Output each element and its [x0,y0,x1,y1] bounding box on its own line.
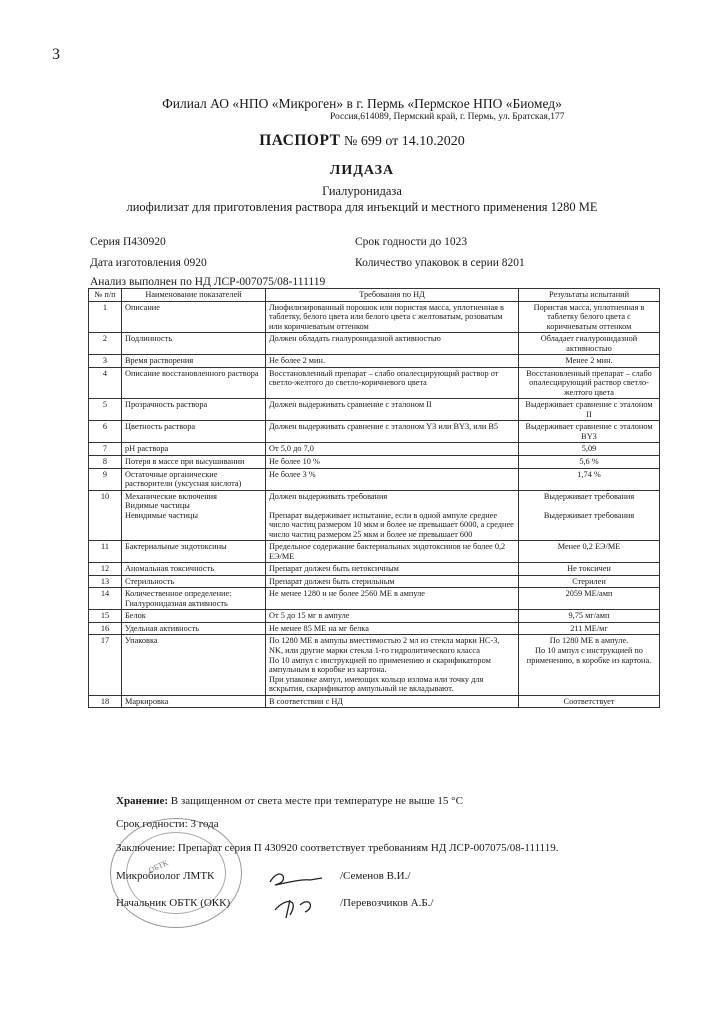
analysis-basis: Анализ выполнен по НД ЛСР-007075/08-111119 [90,276,326,288]
table-row [89,468,660,490]
row-number: 5 [89,399,122,421]
row-number: 16 [89,622,122,635]
row-requirement: Не менее 1280 и не более 2560 МЕ в ампуле [266,588,519,610]
table-row [89,490,660,541]
row-parameter: Белок [122,610,266,623]
row-number: 3 [89,355,122,368]
row-result: 211 МЕ/мг [519,622,660,635]
row-number: 10 [89,490,122,541]
row-requirement: Препарат должен быть стерильным [266,575,519,588]
row-result: Менее 0,2 ЕЭ/МЕ [519,541,660,563]
row-result: По 1280 МЕ в ампуле. По 10 ампул с инструкцией по применению, в коробке из картона. [519,635,660,695]
page-corner-mark: 3 [52,46,60,63]
signatures-image [260,860,335,920]
row-number: 17 [89,635,122,695]
row-parameter: Описание [122,301,266,333]
row-parameter: Количественное определение: Гиалуронидазная активность [122,588,266,610]
conclusion-label: Заключение: [116,842,176,854]
row-result: Выдерживает требования Выдерживает требования [519,490,660,541]
col-result-header: Результаты испытаний [519,289,660,302]
row-requirement: Лиофилизированный порошок или пористая масса, уплотненная в таблетку, белого цвета или белого цвета с желтоватым, розоватым или коричневатым оттенком [266,301,519,333]
table-row [89,421,660,443]
test-results-table [88,288,660,708]
col-requirement-header: Требования по НД [266,289,519,302]
official-stamp-text: ОБТК [147,858,170,875]
row-parameter: Цветность раствора [122,421,266,443]
row-number: 9 [89,468,122,490]
row-result: Обладает гиалуронидазной активностью [519,333,660,355]
row-result: 1,74 % [519,468,660,490]
row-result: Соответствует [519,695,660,708]
signer-name-2: /Перевозчиков А.Б./ [340,897,434,909]
row-result: Не токсичен [519,563,660,576]
row-number: 8 [89,455,122,468]
row-parameter: Остаточные органические растворители (уксусная кислота) [122,468,266,490]
table-row [89,695,660,708]
row-number: 6 [89,421,122,443]
row-result: Выдерживает сравнение с эталоном BY3 [519,421,660,443]
row-result: 5,09 [519,443,660,456]
row-requirement: Восстановленный препарат – слабо опалесцирующий раствор от светло-желтого до светло-коричневого цвета [266,367,519,399]
row-number: 14 [89,588,122,610]
signer-name-1: /Семенов В.И./ [340,870,411,882]
table-row [89,443,660,456]
row-requirement: Не менее 85 МЕ на мг белка [266,622,519,635]
row-requirement: Должен выдерживать требования Препарат выдерживает испытание, если в одной ампуле среднее число частиц размером 10 мкм и более не превышает 6000, а среднее число частиц размером 25 мкм и более не превышает 600 [266,490,519,541]
organization-name: Филиал АО «НПО «Микроген» в г. Пермь «Пермское НПО «Биомед» [162,96,562,111]
manufacture-date-field: Дата изготовления 0920 [90,257,207,269]
table-row [89,455,660,468]
official-stamp-inner-ring [126,832,226,914]
package-count-field: Количество упаковок в серии 8201 [355,257,525,269]
conclusion-text: Препарат серия П 430920 соответствует требованиям НД ЛСР-007075/08-111119. [177,842,559,854]
row-number: 15 [89,610,122,623]
row-requirement: Должен выдерживать сравнение с эталоном Y3 или BY3, или B5 [266,421,519,443]
table-row [89,541,660,563]
row-requirement: По 1280 МЕ в ампулы вместимостью 2 мл из стекла марки НС-3, NK, или другие марки стекла 1-го гидролитического класса По 10 ампул с инструкцией по применению и скарификатором ампульным в коробке из картона. При упаковке ампул, имеющих кольцо излома или точку для вскрытия, скарификатор ампульный не вкладывают. [266,635,519,695]
table-row [89,563,660,576]
organization-address: Россия,614089, Пермский край, г. Пермь, ул. Братская,177 [330,112,565,122]
row-result: Восстановленный препарат – слабо опалесцирующий раствор светло-желтого цвета [519,367,660,399]
row-parameter: Бактериальные эндотоксины [122,541,266,563]
row-requirement: Предельное содержание бактериальных эндотоксинов не более 0,2 ЕЭ/МЕ [266,541,519,563]
table-row [89,399,660,421]
row-number: 13 [89,575,122,588]
signer-role-2: Начальник ОБТК (ОКК) [116,897,231,909]
product-inn: Гиалуронидаза [322,184,402,198]
product-name: ЛИДАЗА [329,163,395,178]
table-row [89,635,660,695]
row-number: 2 [89,333,122,355]
row-result: 2059 МЕ/амп [519,588,660,610]
passport-label: ПАСПОРТ [259,132,341,149]
row-parameter: Время растворения [122,355,266,368]
row-number: 4 [89,367,122,399]
row-number: 18 [89,695,122,708]
row-parameter: Подлинность [122,333,266,355]
row-parameter: Удельная активность [122,622,266,635]
row-number: 12 [89,563,122,576]
row-result: Стерилен [519,575,660,588]
row-requirement: Должен обладать гиалуронидазной активностью [266,333,519,355]
row-parameter: Маркировка [122,695,266,708]
table-row [89,301,660,333]
row-result: 9,75 мг/амп [519,610,660,623]
row-parameter: Описание восстановленного раствора [122,367,266,399]
table-row [89,622,660,635]
row-requirement: Не более 3 % [266,468,519,490]
table-row [89,355,660,368]
row-number: 1 [89,301,122,333]
row-requirement: Должен выдерживать сравнение с эталоном II [266,399,519,421]
row-requirement: В соответствии с НД [266,695,519,708]
row-parameter: Упаковка [122,635,266,695]
passport-number: № 699 от 14.10.2020 [343,134,465,149]
table-header-row [89,289,660,302]
shelf-life: Срок годности: 3 года [116,818,219,830]
storage-text: В защищенном от света месте при температуре не выше 15 °С [170,795,463,807]
passport-title [0,132,724,150]
row-parameter: Потеря в массе при высушивании [122,455,266,468]
table-row [89,333,660,355]
row-result: Выдерживает сравнение с эталоном II [519,399,660,421]
table-row [89,610,660,623]
row-requirement: Не более 10 % [266,455,519,468]
row-parameter: Прозрачность раствора [122,399,266,421]
storage-line [116,795,463,807]
table-row [89,588,660,610]
row-result: Пористая масса, уплотненная в таблетку белого цвета с коричневатым оттенком [519,301,660,333]
row-parameter: Стерильность [122,575,266,588]
row-parameter: Аномальная токсичность [122,563,266,576]
row-requirement: От 5,0 до 7,0 [266,443,519,456]
row-parameter: pH раствора [122,443,266,456]
table-row [89,575,660,588]
row-result: Менее 2 мин. [519,355,660,368]
storage-label: Хранение: [116,795,169,807]
signer-role-1: Микробиолог ЛМТК [116,870,215,882]
product-form: лиофилизат для приготовления раствора для инъекций и местного применения 1280 МЕ [126,200,598,214]
row-requirement: Не более 2 мин. [266,355,519,368]
series-field: Серия П430920 [90,236,166,248]
row-result: 5,6 % [519,455,660,468]
row-requirement: Препарат должен быть нетоксичным [266,563,519,576]
row-number: 7 [89,443,122,456]
expiry-field: Срок годности до 1023 [355,236,468,248]
table-row [89,367,660,399]
col-parameter-header: Наименование показателей [122,289,266,302]
row-number: 11 [89,541,122,563]
row-requirement: От 5 до 15 мг в ампуле [266,610,519,623]
col-number-header: № п/п [89,289,122,302]
row-parameter: Механические включения Видимые частицы Невидимые частицы [122,490,266,541]
